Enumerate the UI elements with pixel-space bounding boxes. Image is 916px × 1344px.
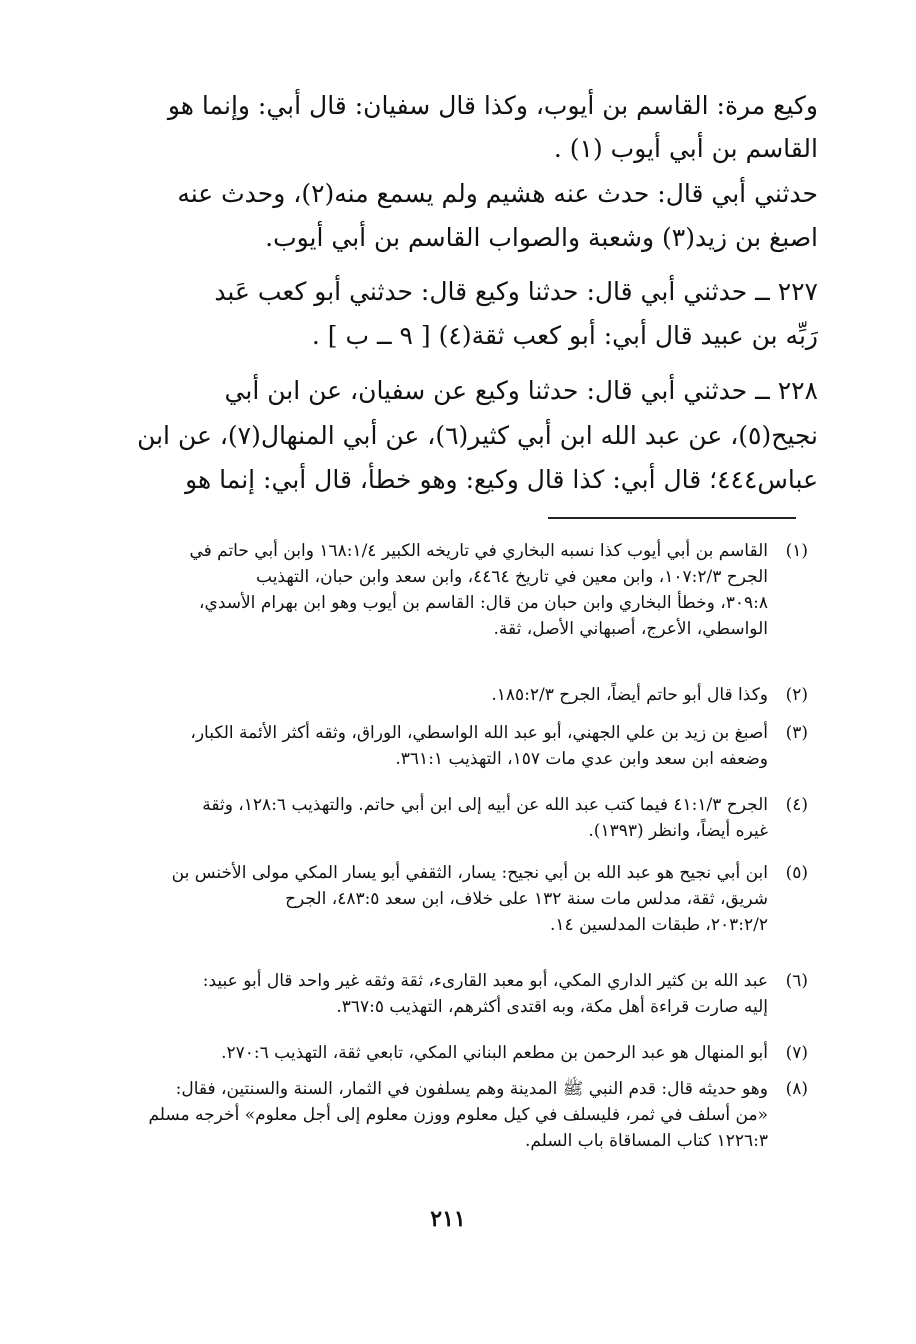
- footnote-line: القاسم بن أبي أيوب كذا نسبه البخاري في تاريخه الكبير ١٦٨:١/٤ وابن أبي حاتم في: [189, 541, 768, 561]
- footnote-number: (٤): [785, 795, 808, 815]
- text-line: نجيح(٥)، عن عبد الله ابن أبي كثير(٦)، عن أبي المنهال(٧)، عن ابن: [137, 421, 818, 450]
- footnote-line: وضعفه ابن سعد وابن عدي مات ١٥٧، التهذيب ٣٦١:١.: [395, 749, 768, 769]
- text-line: ٢٢٨ ــ حدثني أبي قال: حدثنا وكيع عن سفيان، عن ابن أبي: [224, 376, 818, 405]
- footnote-line: أبو المنهال هو عبد الرحمن بن مطعم البناني المكي، تابعي ثقة، التهذيب ٢٧٠:٦.: [221, 1043, 768, 1063]
- footnote-number: (١): [785, 541, 808, 561]
- footnote-line: ٢٠٣:٢/٢، طبقات المدلسين ١٤.: [550, 915, 768, 935]
- text-line: ٢٢٧ ــ حدثني أبي قال: حدثنا وكيع قال: حدثني أبو كعب عَبد: [214, 277, 818, 306]
- text-line: اصبغ بن زيد(٣) وشعبة والصواب القاسم بن أبي أيوب.: [265, 223, 818, 252]
- footnote-line: ابن أبي نجيح هو عبد الله بن أبي نجيح: يسار، الثقفي أبو يسار المكي مولى الأخنس بن: [171, 863, 768, 883]
- footnote-line: شريق، ثقة، مدلس مات سنة ١٣٢ على خلاف، ابن سعد ٤٨٣:٥، الجرح: [285, 889, 768, 909]
- footnote-line: ١٢٢٦:٣ كتاب المساقاة باب السلم.: [524, 1131, 768, 1151]
- footnote-number: (٨): [785, 1079, 808, 1099]
- footnote-line: أصبغ بن زيد بن علي الجهني، أبو عبد الله الواسطي، الوراق، وثقه أكثر الأئمة الكبار،: [190, 723, 768, 743]
- footnote-line: «من أسلف في ثمر، فليسلف في كيل معلوم ووزن معلوم إلى أجل معلوم» أخرجه مسلم: [148, 1105, 768, 1125]
- footnote-number: (٦): [785, 971, 808, 991]
- footnote-separator: [548, 517, 796, 519]
- text-line: وكيع مرة: القاسم بن أيوب، وكذا قال سفيان: قال أبي: وإنما هو: [167, 91, 818, 120]
- footnote-5: [108, 860, 808, 938]
- text-line: القاسم بن أبي أيوب (١) .: [553, 134, 818, 163]
- text-line: حدثني أبي قال: حدث عنه هشيم ولم يسمع منه(٢)، وحدث عنه: [177, 179, 818, 208]
- footnote-line: وكذا قال أبو حاتم أيضاً، الجرح ١٨٥:٢/٣.: [491, 685, 768, 705]
- footnote-number: (٣): [785, 723, 808, 743]
- footnote-number: (٥): [785, 863, 808, 883]
- footnote-3: [108, 720, 808, 772]
- footnote-number: (٧): [785, 1043, 808, 1063]
- footnote-line: عبد الله بن كثير الداري المكي، أبو معبد القارىء، ثقة وثقه غير واحد قال أبو عبيد:: [202, 971, 768, 991]
- footnote-7: [108, 1040, 808, 1066]
- footnote-1: [108, 538, 808, 642]
- footnote-line: الجرح ١٠٧:٢/٣، وابن معين في تاريخ ٤٤٦٤، وابن سعد وابن حبان، التهذيب: [256, 567, 768, 587]
- footnote-line: إليه صارت قراءة أهل مكة، وبه اقتدى أكثرهم، التهذيب ٣٦٧:٥.: [336, 997, 768, 1017]
- footnote-line: وهو حديثه قال: قدم النبي ﷺ المدينة وهم يسلفون في الثمار، السنة والسنتين، فقال:: [175, 1079, 768, 1099]
- footnote-6: [108, 968, 808, 1020]
- footnote-line: الجرح ٤١:١/٣ فيما كتب عبد الله عن أبيه إلى ابن أبي حاتم. والتهذيب ١٢٨:٦، وثقة: [202, 795, 768, 815]
- footnote-line: غيره أيضاً، وانظر (١٣٩٣).: [588, 821, 768, 841]
- footnote-number: (٢): [785, 685, 808, 705]
- footnote-line: ٣٠٩:٨، وخطأ البخاري وابن حبان من قال: القاسم بن أيوب وهو ابن بهرام الأسدي،: [199, 593, 768, 613]
- footnote-line: الواسطي، الأعرج، أصبهاني الأصل، ثقة.: [493, 619, 768, 639]
- text-line: رَبِّه بن عبيد قال أبي: أبو كعب ثقة(٤) [ ٩ ــ ب ] .: [311, 321, 818, 350]
- text-line: عباس٤٤٤؛ قال أبي: كذا قال وكيع: وهو خطأ، قال أبي: إنما هو: [185, 465, 818, 494]
- footnote-2: [108, 682, 808, 708]
- footnote-8: [108, 1076, 808, 1154]
- page-number: ٢١١: [430, 1206, 466, 1232]
- footnote-4: [108, 792, 808, 844]
